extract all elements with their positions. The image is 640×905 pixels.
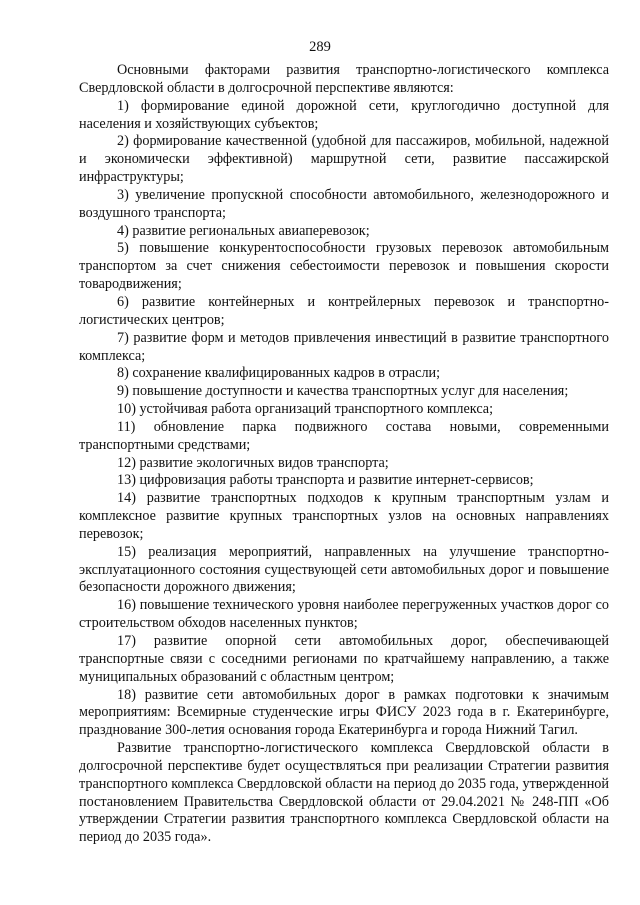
- list-item-8: 8) сохранение квалифицированных кадров в отрасли;: [117, 365, 441, 382]
- list-item-15: 15) реализация мероприятий, направленных на улучшение транспортно-эксплуатационного состояния существующей сети автомобильных дорог и повышение безопасности дорожного движения;: [79, 543, 609, 596]
- list-item-17: 17) развитие опорной сети автомобильных дорог, обеспечивающей транспортные связи с соседними регионами по кратчайшему направлению, а также муниципальных образований с областным центром;: [79, 633, 609, 685]
- list-item-2: 2) формирование качественной (удобной для пассажиров, мобильной, надежной и экономически эффективной) маршрутной сети, развитие пассажирской инфраструктуры;: [79, 133, 609, 186]
- list-item-9: 9) повышение доступности и качества транспортных услуг для населения;: [117, 383, 569, 400]
- intro-paragraph: Основными факторами развития транспортно-логистического комплекса Свердловской области в долгосрочной перспективе являются:: [79, 62, 609, 96]
- conclusion-paragraph: Развитие транспортно-логистического комплекса Свердловской области в долгосрочной перспективе будет осуществляться при реализации Стратегии развития транспортного комплекса Свердловской области на период до 2035 года, утвержденной постановлением Правительства Свердловской области от 29.04.2021 № 248-ПП «Об утверждении Стратегии развития транспортного комплекса Свердловской области на период до 2035 года».: [79, 740, 609, 846]
- list-item-16: 16) повышение технического уровня наиболее перегруженных участков дорог со строительством обходов населенных пунктов;: [79, 597, 609, 632]
- list-item-18: 18) развитие сети автомобильных дорог в рамках подготовки к значимым мероприятиям: Всемирные студенческие игры ФИСУ 2023 года в г. Екатеринбурге, празднование 300-летия основания города Екатеринбурга и города Нижний Тагил.: [79, 686, 609, 739]
- list-item-13: 13) цифровизация работы транспорта и развитие интернет-сервисов;: [117, 472, 534, 489]
- list-item-12: 12) развитие экологичных видов транспорта;: [117, 454, 389, 471]
- list-item-3: 3) увеличение пропускной способности автомобильного, железнодорожного и воздушного транспорта;: [79, 186, 609, 221]
- document-body: [79, 62, 609, 847]
- list-item-6: 6) развитие контейнерных и контрейлерных перевозок и транспортно-логистических центров;: [79, 293, 609, 328]
- list-item-7: 7) развитие форм и методов привлечения инвестиций в развитие транспортного комплекса;: [79, 329, 609, 364]
- list-item-14: 14) развитие транспортных подходов к крупным транспортным узлам и комплексное развитие крупных транспортных узлов на основных направлениях перевозок;: [79, 490, 609, 542]
- list-item-5: 5) повышение конкурентоспособности грузовых перевозок автомобильным транспортом за счет снижения себестоимости перевозок и повышения скорости товародвижения;: [79, 240, 609, 293]
- list-item-10: 10) устойчивая работа организаций транспортного комплекса;: [117, 401, 494, 418]
- list-item-4: 4) развитие региональных авиаперевозок;: [117, 222, 370, 239]
- list-item-11: 11) обновление парка подвижного состава новыми, современными транспортными средствами;: [79, 418, 609, 453]
- page-number: 289: [309, 39, 331, 55]
- list-item-1: 1) формирование единой дорожной сети, круглогодично доступной для населения и хозяйствующих субъектов;: [79, 97, 609, 132]
